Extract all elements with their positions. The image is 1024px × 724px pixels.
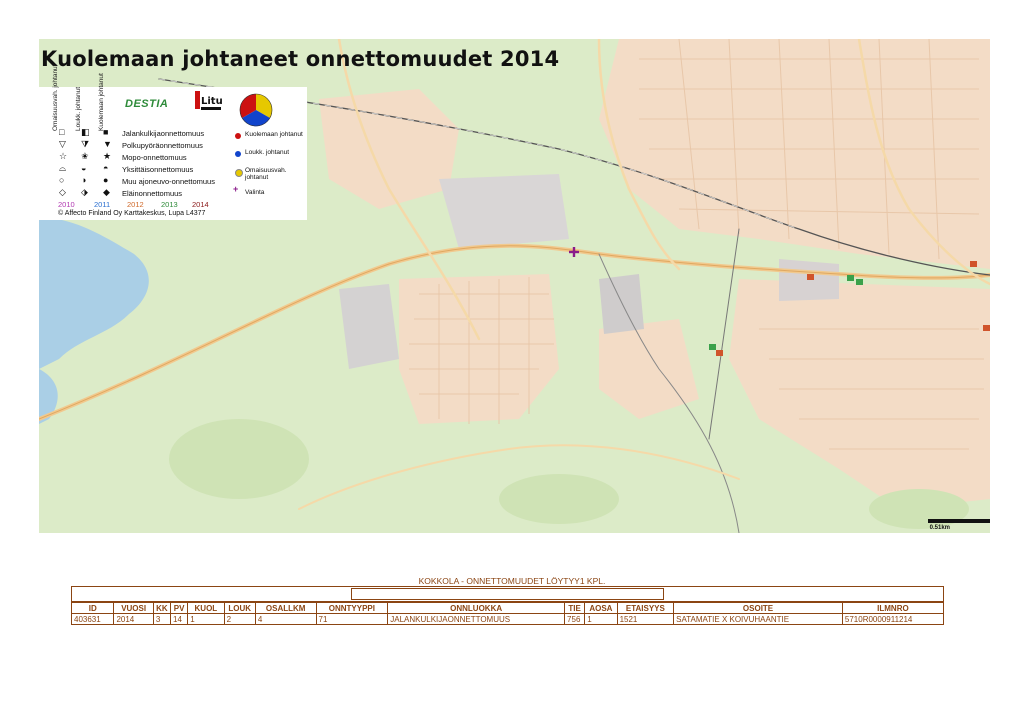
- legend-symbol-icon: ■: [103, 127, 109, 137]
- selection-label: Valinta: [245, 189, 265, 196]
- legend-year: 2014: [192, 200, 209, 209]
- legend-symbol-icon: ⬗: [81, 187, 88, 197]
- map-legend: [39, 64, 307, 220]
- table-header-row: [72, 603, 944, 614]
- column-header: ONNTYYPPI: [316, 603, 388, 614]
- legend-category-label: Yksittäisonnettomuus: [122, 165, 194, 174]
- column-header: KUOL: [188, 603, 224, 614]
- column-header: OSOITE: [674, 603, 843, 614]
- table-cell: 1: [585, 614, 617, 625]
- table-cell: 71: [316, 614, 388, 625]
- severity-dot-property: [235, 169, 243, 177]
- litu-logo: [193, 89, 223, 113]
- legend-category-label: Jalankulkijaonnettomuus: [122, 129, 205, 138]
- lake: [39, 218, 149, 369]
- table-cell: 5710R0000911214: [842, 614, 943, 625]
- column-header: TIE: [565, 603, 585, 614]
- legend-symbol-icon: ▼: [103, 139, 112, 149]
- scale-bar: [928, 519, 990, 523]
- legend-year: 2012: [127, 200, 144, 209]
- column-header: AOSA: [585, 603, 617, 614]
- table-cell: 403631: [72, 614, 114, 625]
- column-header: ETAISYYS: [617, 603, 674, 614]
- legend-symbol-icon: ◆: [103, 187, 110, 197]
- table-cell: 756: [565, 614, 585, 625]
- table-cell: 1521: [617, 614, 674, 625]
- column-header: KK: [153, 603, 170, 614]
- accident-table: [71, 602, 944, 625]
- legend-symbol-icon: ◑: [81, 175, 87, 185]
- legend-symbol-icon: ☆: [59, 151, 68, 161]
- legend-symbol-icon: ✬: [81, 151, 89, 161]
- legend-category-label: Muu ajoneuvo-onnettomuus: [122, 177, 215, 186]
- selection-plus-icon: +: [233, 184, 239, 194]
- severity-dot-injury: [235, 151, 241, 157]
- column-header: ONNLUOKKA: [388, 603, 565, 614]
- legend-symbol-icon: ★: [103, 151, 112, 161]
- svg-text:Litu: Litu: [201, 96, 223, 107]
- table-cell: SATAMATIE X KOIVUHAANTIE: [674, 614, 843, 625]
- legend-symbol-icon: ◧: [81, 127, 90, 137]
- legend-col-header: Loukk. johtanut: [75, 86, 82, 131]
- urban-area: [599, 319, 699, 419]
- table-cell: JALANKULKIJAONNETTOMUUS: [388, 614, 565, 625]
- column-header: OSALLKM: [255, 603, 316, 614]
- industrial-area: [439, 174, 569, 249]
- severity-label: Kuolemaan johtanut: [245, 131, 303, 138]
- table-row[interactable]: [72, 614, 944, 625]
- legend-symbol-icon: □: [59, 127, 65, 137]
- column-header: ID: [72, 603, 114, 614]
- legend-category-label: Mopo-onnettomuus: [122, 153, 187, 162]
- table-cell: 1: [188, 614, 224, 625]
- severity-label: Loukk. johtanut: [245, 149, 290, 156]
- industrial-area: [339, 284, 399, 369]
- table-cell: 14: [171, 614, 188, 625]
- legend-symbol-icon: ⌓: [59, 163, 67, 173]
- severity-dot-fatal: [235, 133, 241, 139]
- legend-category-label: Eläinonnettomuus: [122, 189, 183, 198]
- table-title-box: [351, 588, 664, 600]
- table-cell: 4: [255, 614, 316, 625]
- table-body: [72, 614, 944, 625]
- column-header: ILMNRO: [842, 603, 943, 614]
- severity-label: Omaisuusvah. johtanut: [245, 167, 287, 181]
- industrial-area: [599, 274, 644, 334]
- legend-year: 2013: [161, 200, 178, 209]
- legend-symbol-icon: ●: [103, 175, 109, 185]
- accident-map[interactable]: [39, 39, 990, 533]
- urban-area: [399, 274, 559, 424]
- legend-symbol-icon: ◓: [103, 163, 109, 173]
- legend-symbol-icon: ◇: [59, 187, 66, 197]
- table-cell: 2014: [114, 614, 153, 625]
- legend-symbol-icon: ○: [59, 175, 65, 185]
- report-caption: KOKKOLA - ONNETTOMUUDET LÖYTYY1 KPL.: [418, 576, 606, 586]
- legend-symbol-icon: ◒: [81, 163, 87, 173]
- legend-col-header: Omaisuusvah. johtanut: [52, 64, 59, 131]
- column-header: PV: [171, 603, 188, 614]
- legend-symbol-icon: ⧩: [81, 139, 90, 149]
- table-cell: 3: [153, 614, 170, 625]
- column-header: VUOSI: [114, 603, 153, 614]
- scale-label: 0.51km: [929, 525, 950, 531]
- legend-col-header: Kuolemaan johtanut: [98, 73, 105, 131]
- map-title: Kuolemaan johtaneet onnettomuudet 2014: [41, 47, 560, 71]
- legend-year: 2011: [94, 200, 111, 209]
- legend-category-label: Polkupyöräonnettomuus: [122, 141, 203, 150]
- destia-logo: DESTIA: [125, 98, 169, 110]
- table-cell: 2: [224, 614, 255, 625]
- severity-pie-icon: [239, 93, 273, 127]
- legend-year: 2010: [58, 200, 75, 209]
- urban-area: [729, 279, 990, 509]
- column-header: LOUK: [224, 603, 255, 614]
- legend-symbol-icon: ▽: [59, 139, 66, 149]
- copyright-notice: © Affecto Finland Oy Karttakeskus, Lupa L4377: [58, 210, 206, 217]
